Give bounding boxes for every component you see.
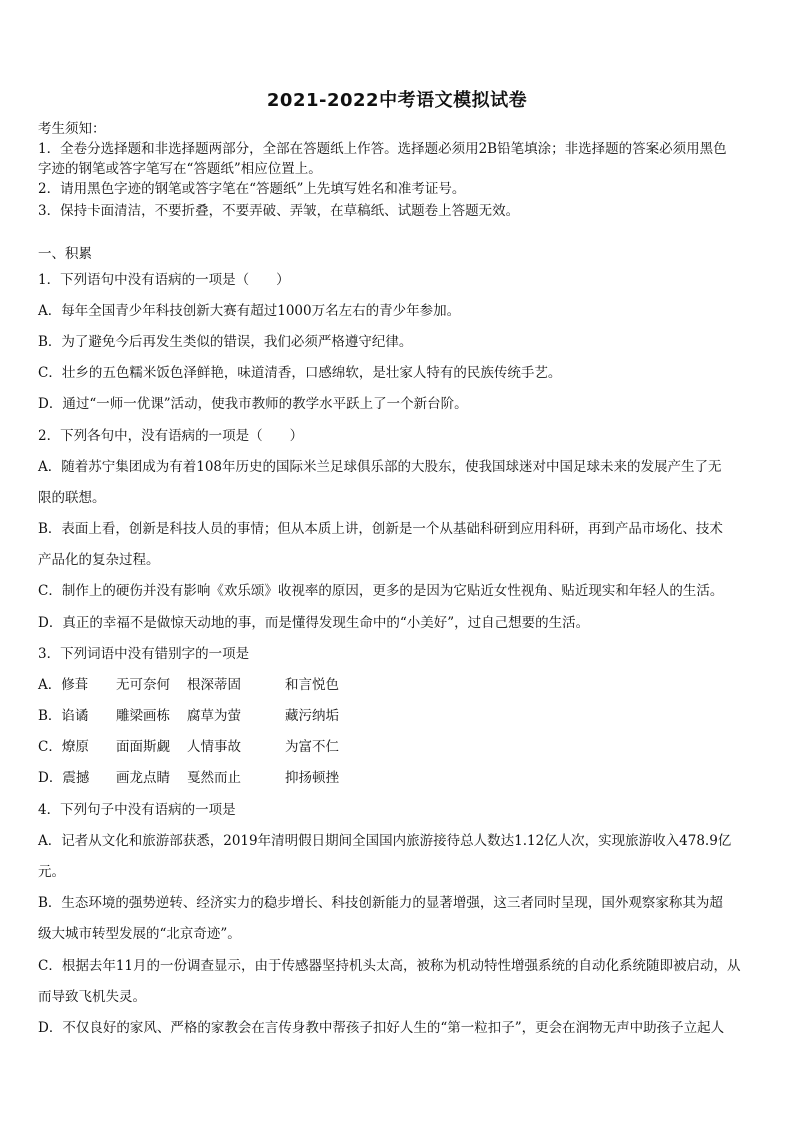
- notice-item-1-cont: 字迹的钢笔或答字笔写在“答题纸”相应位置上。: [38, 161, 322, 177]
- q4-option-b-cont: 级大城市转型发展的“北京奇迹”。: [38, 926, 241, 942]
- section-heading: 一、积累: [38, 246, 92, 262]
- q3-b-word-3: 腐草为萤: [187, 708, 241, 724]
- q2-stem: 2．下列各句中，没有语病的一项是（ ）: [38, 428, 304, 444]
- q4-stem: 4．下列句子中没有语病的一项是: [38, 802, 236, 818]
- notice-item-1: 1．全卷分选择题和非选择题两部分，全部在答题纸上作答。选择题必须用2B铅笔填涂；非选择题的答案必须用黑色: [38, 141, 727, 157]
- q1-stem: 1．下列语句中没有语病的一项是（ ）: [38, 272, 290, 288]
- q3-option-c: [38, 738, 762, 756]
- q3-d-word-3: 戛然而止: [187, 770, 241, 786]
- q3-c-word-3: 人情事故: [187, 739, 241, 755]
- q2-option-b: B．表面上看，创新是科技人员的事情；但从本质上讲，创新是一个从基础科研到应用科研，再到产品市场化、技术: [38, 521, 723, 537]
- q1-option-d: D．通过“一师一优课”活动，使我市教师的教学水平跃上了一个新台阶。: [38, 396, 468, 412]
- q3-c-word-2: 面面斯觑: [116, 739, 170, 755]
- q3-a-word-2: 无可奈何: [116, 677, 170, 693]
- q4-option-b: B．生态环境的强势逆转、经济实力的稳步增长、科技创新能力的显著增强，这三者同时呈现，国外观察家称其为超: [38, 895, 723, 911]
- q3-d-word-2: 画龙点睛: [116, 770, 170, 786]
- notice-item-2: 2．请用黑色字迹的钢笔或答字笔在“答题纸”上先填写姓名和准考证号。: [38, 181, 466, 197]
- exam-title: 2021-2022中考语文模拟试卷: [266, 90, 528, 111]
- q2-option-c: C．制作上的硬伤并没有影响《欢乐颂》收视率的原因，更多的是因为它贴近女性视角、贴近现实和年轻人的生活。: [38, 583, 724, 599]
- q3-option-b: [38, 707, 762, 725]
- q3-a-word-3: 根深蒂固: [187, 677, 241, 693]
- q2-option-b-cont: 产品化的复杂过程。: [38, 552, 160, 568]
- q3-b-word-4: 藏污纳垢: [285, 708, 339, 724]
- q4-option-c-cont: 而导致飞机失灵。: [38, 989, 146, 1005]
- q1-option-a: A．每年全国青少年科技创新大赛有超过1000万名左右的青少年参加。: [38, 303, 461, 319]
- q4-option-c: C．根据去年11月的一份调查显示，由于传感器坚持机头太高，被称为机动特性增强系统的自动化系统随即被启动，从: [38, 958, 741, 974]
- q3-c-word-1: C．燎原: [38, 739, 89, 755]
- notice-item-3: 3．保持卡面清洁，不要折叠，不要弄破、弄皱，在草稿纸、试题卷上答题无效。: [38, 203, 520, 219]
- q4-option-d: D．不仅良好的家风、严格的家教会在言传身教中帮孩子扣好人生的“第一粒扣子”，更会在润物无声中助孩子立起人: [38, 1020, 725, 1036]
- q2-option-d: D．真正的幸福不是做惊天动地的事，而是懂得发现生命中的“小美好”，过自己想要的生活。: [38, 615, 590, 631]
- notice-heading: 考生须知：: [38, 121, 106, 137]
- q2-option-a: A．随着苏宁集团成为有着108年历史的国际米兰足球俱乐部的大股东，使我国球迷对中国足球未来的发展产生了无: [38, 459, 722, 475]
- q3-a-word-4: 和言悦色: [285, 677, 339, 693]
- q4-option-a-cont: 元。: [38, 864, 65, 880]
- q2-option-a-cont: 限的联想。: [38, 490, 106, 506]
- q3-c-word-4: 为富不仁: [285, 739, 339, 755]
- q3-stem: 3．下列词语中没有错别字的一项是: [38, 646, 250, 662]
- q3-option-a: [38, 676, 762, 694]
- q3-d-word-4: 抑扬顿挫: [285, 770, 339, 786]
- q3-option-d: [38, 769, 762, 787]
- q3-d-word-1: D．震撼: [38, 770, 90, 786]
- q1-option-c: C．壮乡的五色糯米饭色泽鲜艳，味道清香，口感绵软，是壮家人特有的民族传统手艺。: [38, 365, 562, 381]
- q3-b-word-2: 雕梁画栋: [116, 708, 170, 724]
- q3-b-word-1: B．谄谲: [38, 708, 89, 724]
- q3-a-word-1: A．修葺: [38, 677, 89, 693]
- q4-option-a: A．记者从文化和旅游部获悉，2019年清明假日期间全国国内旅游接待总人数达1.12亿人次，实现旅游收入478.9亿: [38, 833, 732, 849]
- q1-option-b: B．为了避免今后再发生类似的错误，我们必须严格遵守纪律。: [38, 334, 413, 350]
